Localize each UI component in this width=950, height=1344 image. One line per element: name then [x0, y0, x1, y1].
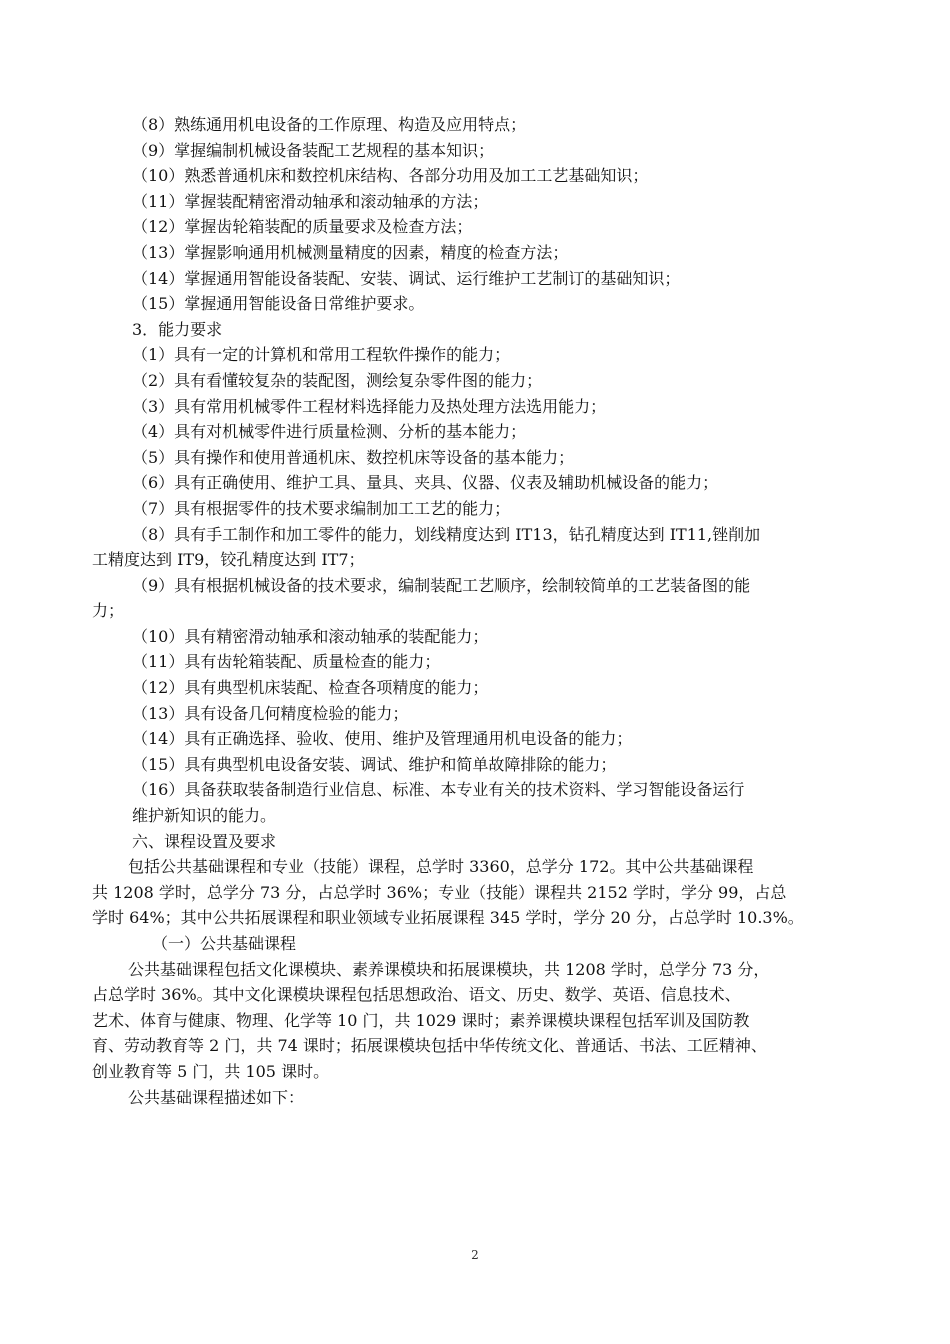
ability-item-11: （11）具有齿轮箱装配、质量检查的能力； [132, 652, 441, 672]
subsection-one-heading: （一）公共基础课程 [152, 934, 297, 953]
knowledge-item-15: （15）掌握通用智能设备日常维护要求。 [132, 294, 425, 314]
knowledge-item-8: （8）熟练通用机电设备的工作原理、构造及应用特点； [132, 115, 527, 134]
knowledge-item-14: （14）掌握通用智能设备装配、安装、调试、运行维护工艺制订的基础知识； [132, 268, 681, 288]
knowledge-item-13: （13）掌握影响通用机械测量精度的因素，精度的检查方法； [132, 242, 569, 262]
knowledge-item-9: （9）掌握编制机械设备装配工艺规程的基本知识； [132, 140, 495, 160]
ability-heading: 3．能力要求 [132, 319, 223, 339]
ability-item-2: （2）具有看懂较复杂的装配图，测绘复杂零件图的能力； [132, 370, 543, 390]
page-body [92, 112, 862, 1110]
ability-item-1: （1）具有一定的计算机和常用工程软件操作的能力； [132, 345, 511, 365]
ability-item-8-line-1: （8）具有手工制作和加工零件的能力，划线精度达到 IT13，钻孔精度达到 IT11,锉削加 [132, 524, 761, 544]
ability-item-12: （12）具有典型机床装配、检查各项精度的能力； [132, 678, 489, 698]
ability-item-5: （5）具有操作和使用普通机床、数控机床等设备的基本能力； [132, 447, 575, 467]
ability-item-4: （4）具有对机械零件进行质量检测、分析的基本能力； [132, 422, 527, 442]
knowledge-item-11: （11）掌握装配精密滑动轴承和滚动轴承的方法； [132, 191, 489, 211]
subsection-one-body-line-1: 公共基础课程包括文化课模块、素养课模块和拓展课模块，共 1208 学时，总学分 73 分， [128, 959, 770, 979]
subsection-one-body-line-2: 占总学时 36%。其中文化课模块课程包括思想政治、语文、历史、数学、英语、信息技术、 [92, 985, 741, 1005]
closing-line: 公共基础课程描述如下： [128, 1087, 305, 1107]
ability-item-6: （6）具有正确使用、维护工具、量具、夹具、仪器、仪表及辅助机械设备的能力； [132, 473, 719, 493]
knowledge-item-12: （12）掌握齿轮箱装配的质量要求及检查方法； [132, 217, 473, 237]
subsection-one-body-line-3: 艺术、体育与健康、物理、化学等 10 门，共 1029 课时；素养课模块课程包括军训及国防教 [92, 1010, 750, 1030]
ability-item-10: （10）具有精密滑动轴承和滚动轴承的装配能力； [132, 626, 489, 646]
page-number: 2 [471, 1248, 479, 1262]
section-six-intro-line-1: 包括公共基础课程和专业（技能）课程，总学时 3360，总学分 172。其中公共基础课程 [128, 857, 754, 877]
ability-item-9-line-2: 力； [92, 601, 125, 621]
ability-item-3: （3）具有常用机械零件工程材料选择能力及热处理方法选用能力； [132, 396, 607, 416]
subsection-one-body-line-5: 创业教育等 5 门，共 105 课时。 [92, 1061, 330, 1081]
section-six-intro-line-2: 共 1208 学时，总学分 73 分，占总学时 36%；专业（技能）课程共 2152 学时，学分 99，占总 [92, 882, 787, 902]
ability-item-16-line-1: （16）具备获取装备制造行业信息、标准、本专业有关的技术资料、学习智能设备运行 [132, 780, 745, 800]
ability-item-14: （14）具有正确选择、验收、使用、维护及管理通用机电设备的能力； [132, 729, 633, 749]
ability-item-7: （7）具有根据零件的技术要求编制加工工艺的能力； [132, 498, 511, 518]
ability-item-8-line-2: 工精度达到 IT9，铰孔精度达到 IT7； [92, 550, 365, 570]
knowledge-item-10: （10）熟悉普通机床和数控机床结构、各部分功用及加工工艺基础知识； [132, 166, 649, 186]
ability-item-16-line-2: 维护新知识的能力。 [132, 806, 277, 826]
ability-item-9-line-1: （9）具有根据机械设备的技术要求，编制装配工艺顺序，绘制较简单的工艺装备图的能 [132, 575, 751, 595]
subsection-one-body-line-4: 育、劳动教育等 2 门，共 74 课时；拓展课模块包括中华传统文化、普通话、书法、工匠精神、 [92, 1036, 767, 1056]
ability-item-13: （13）具有设备几何精度检验的能力； [132, 703, 409, 723]
ability-item-15: （15）具有典型机电设备安装、调试、维护和简单故障排除的能力； [132, 754, 617, 774]
section-six-intro-line-3: 学时 64%；其中公共拓展课程和职业领域专业拓展课程 345 学时，学分 20 分，占总学时 10.3%。 [92, 908, 804, 928]
section-six-heading: 六、课程设置及要求 [132, 831, 277, 851]
